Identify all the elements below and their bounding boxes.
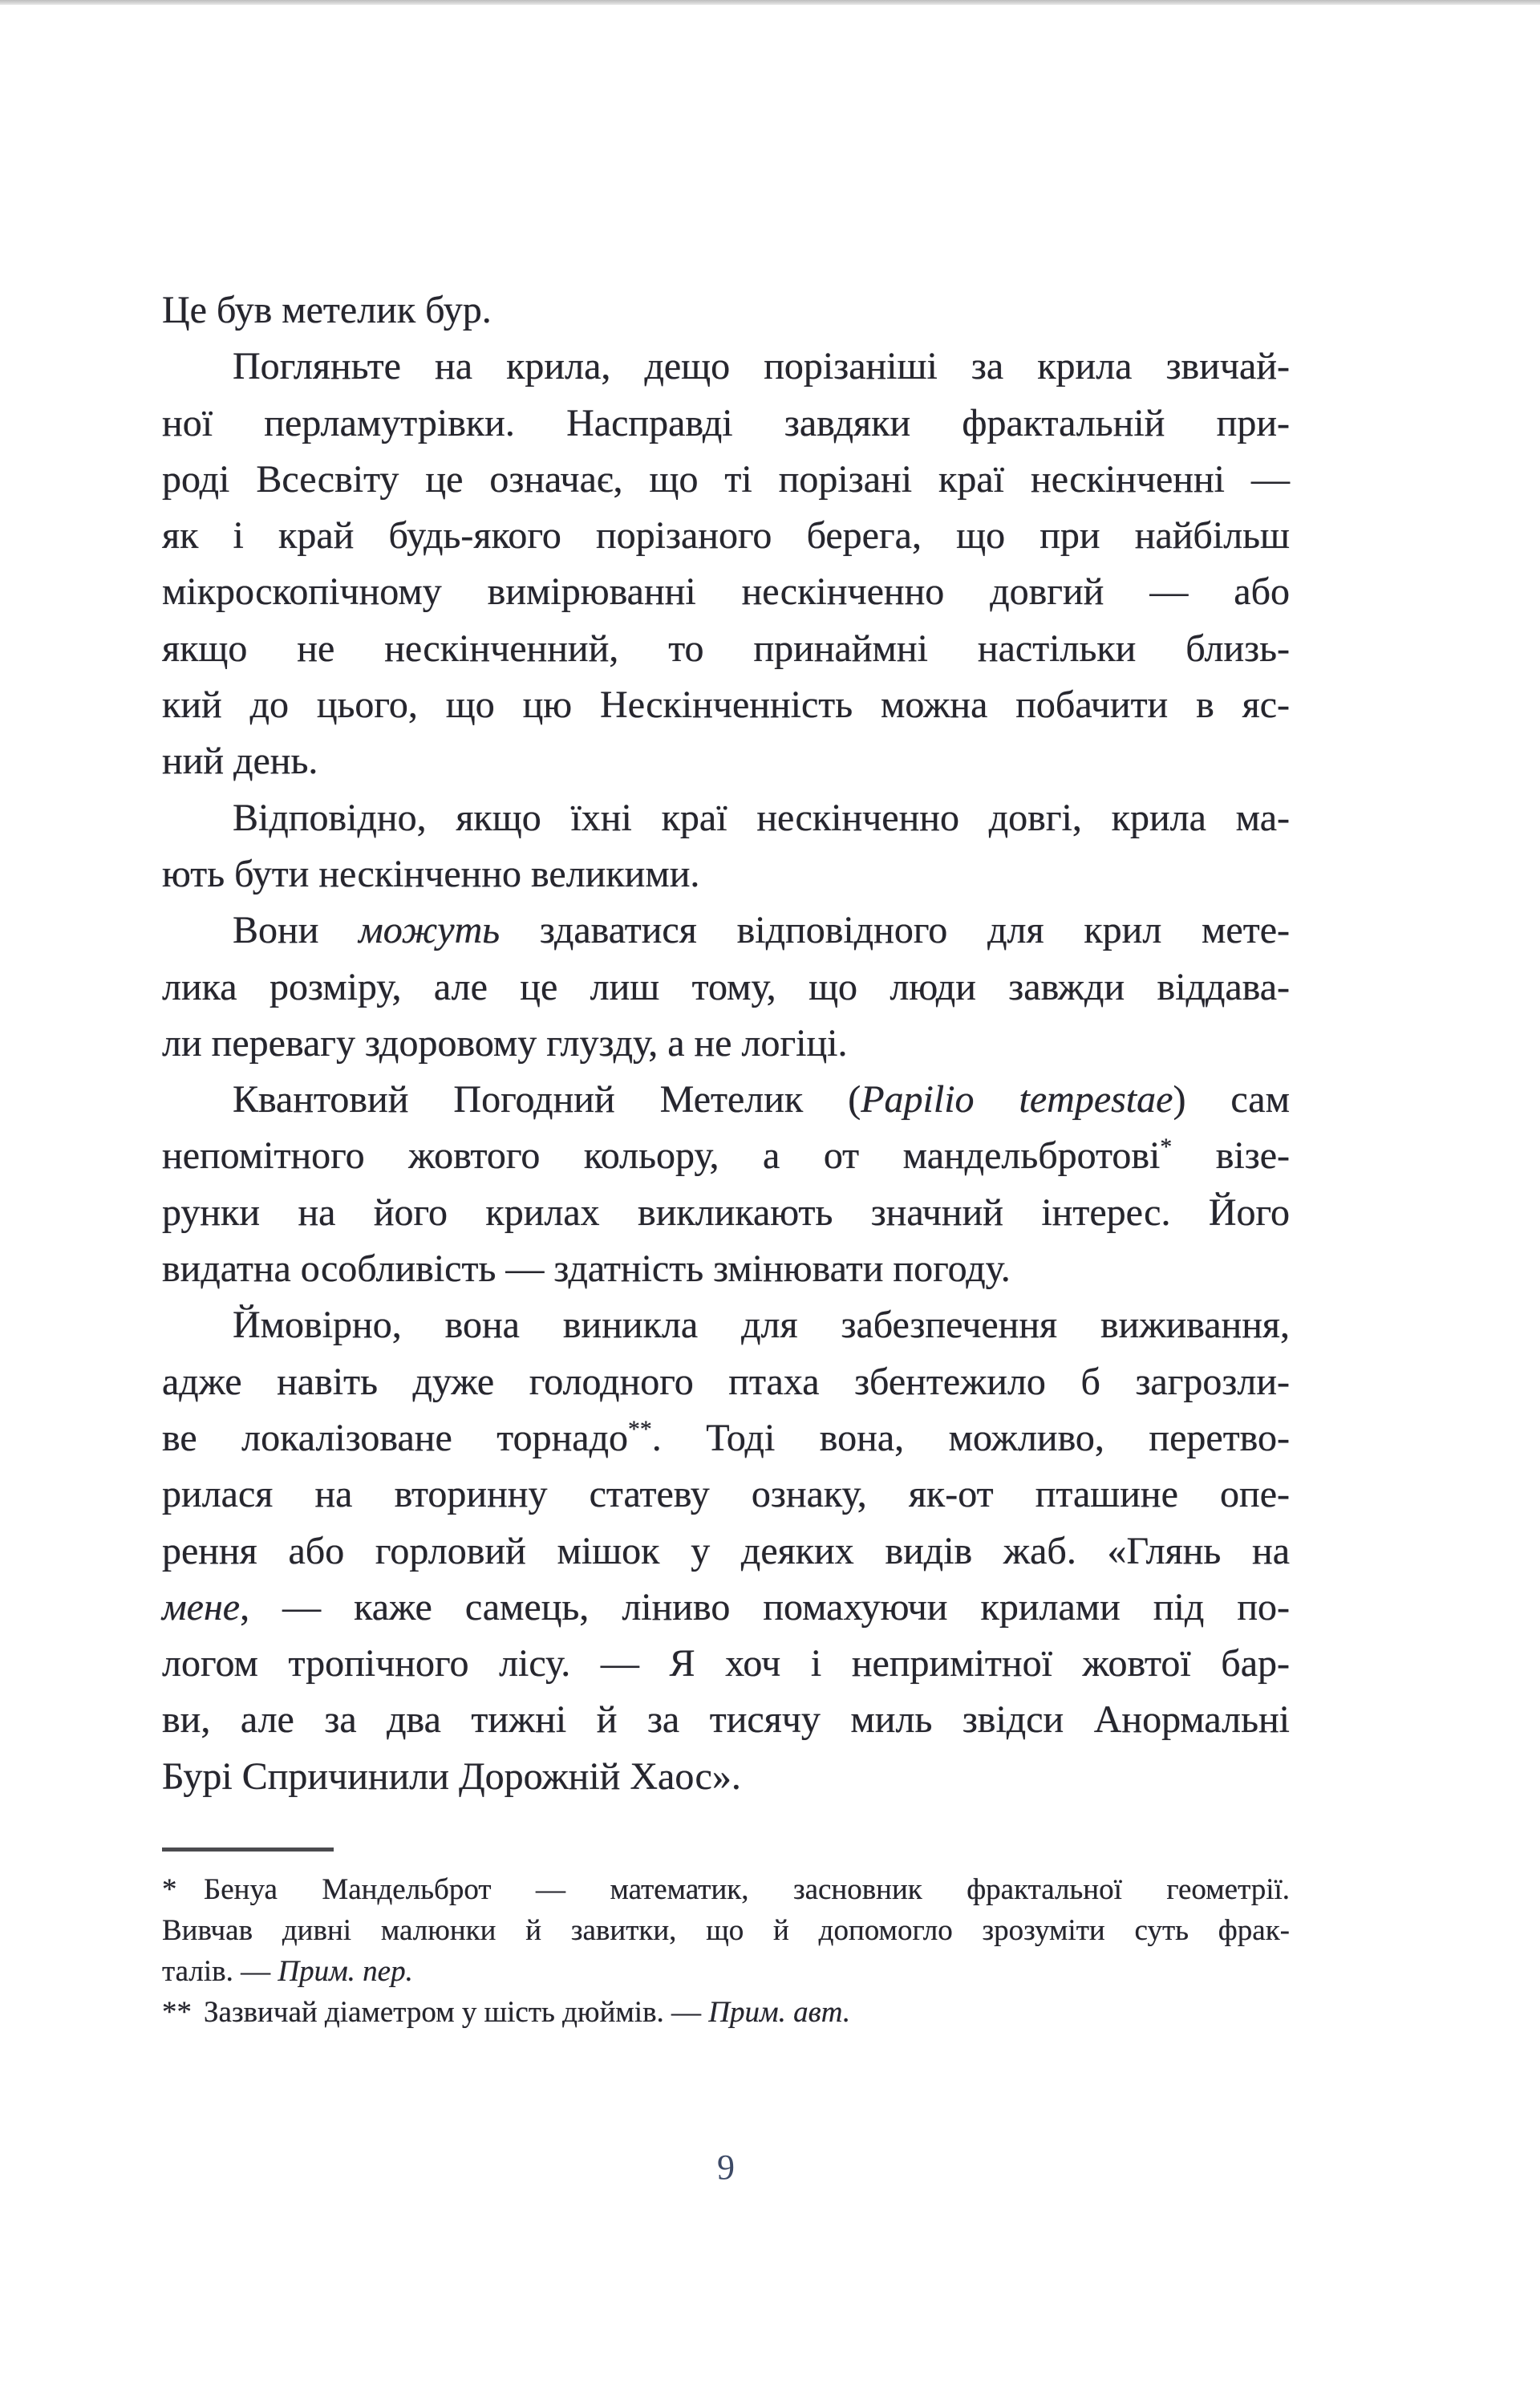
text-line [162,1354,1290,1410]
text-line [162,1636,1290,1692]
text-run: ної перламутрівки. Насправді завдяки фрактальній при- [162,401,1290,444]
text-run: рення або горловий мішок у деяких видів жаб. «Глянь на [162,1529,1290,1572]
text-run: рилася на вторинну статеву ознаку, як-от пташине опе- [162,1473,1290,1516]
text-line [162,282,1290,339]
italic-text-run: можуть [359,909,500,952]
text-line [162,1749,1290,1805]
text-line [162,1466,1290,1523]
text-line [162,902,1290,959]
text-run: адже навіть дуже голодного птаха збентежило б загрозли- [162,1360,1290,1403]
text-run: візе- [1172,1134,1291,1178]
text-run: Вони [233,909,359,952]
body-paragraph [162,1072,1290,1297]
text-line [162,1869,1290,1910]
text-line [162,339,1290,395]
text-run: мікроскопічному вимірюванні нескінченно довгий — або [162,570,1290,614]
text-run: непомітного жовтого кольору, а от мандельбротові [162,1134,1161,1178]
text-run: Відповідно, якщо їхні краї нескінченно довгі, крила ма- [233,796,1290,839]
text-line [162,1523,1290,1580]
footnote-reference-marker: ** [627,1415,652,1442]
text-line [162,677,1290,733]
text-run: Погляньте на крила, дещо порізаніші за крила звичай- [233,345,1290,388]
italic-text-run: Papilio tempestae [861,1078,1173,1121]
footnote-reference-marker: * [1160,1134,1173,1161]
text-line [162,1185,1290,1241]
text-run: кий до цього, що цю Нескінченність можна побачити в яс- [162,683,1290,727]
footnote-separator [162,1848,334,1852]
text-run: як і край будь-якого порізаного берега, що при найбільш [162,514,1290,558]
scan-top-edge [0,0,1540,5]
text-run: Бенуа Мандельброт — математик, засновник фрактальної геометрії. [204,1873,1290,1906]
text-run: логом тропічного лісу. — Я хоч і непримітної жовтої бар- [162,1642,1290,1685]
text-run: Бурі Спричинили Дорожній Хаос». [162,1754,741,1798]
text-line [162,846,1290,902]
text-run: роді Всесвіту це означає, що ті порізані краї нескінченні — [162,457,1290,501]
text-line [162,1128,1290,1184]
text-line [162,508,1290,564]
text-line [162,452,1290,508]
text-run: ний день. [162,740,318,783]
italic-text-run: Прим. пер. [278,1955,413,1988]
text-run: Квантовий Погодний Метелик ( [233,1078,861,1121]
text-line [162,621,1290,677]
text-line [162,1410,1290,1466]
text-run: . Тоді вона, можливо, перетво- [651,1416,1290,1459]
text-run: рунки на його крилах викликають значний інтерес. Його [162,1190,1290,1234]
body-paragraph [162,339,1290,789]
text-line [162,1992,1290,2033]
body-text-block [162,282,1290,1805]
text-run: талів. — [162,1955,278,1988]
text-run: видатна особливість — здатність змінювати погоду. [162,1247,1011,1291]
text-run: , — каже самець, ліниво помахуючи крилами під по- [240,1585,1290,1628]
text-run: Ймовірно, вона виникла для забезпечення виживання, [233,1304,1290,1347]
text-run: ли перевагу здоровому глузду, а не логіці. [162,1021,848,1065]
text-line [162,564,1290,620]
text-run: Це був метелик бур. [162,289,492,331]
text-run: ють бути нескінченно великими. [162,852,700,895]
text-run: якщо не нескінченний, то принаймні настільки близь- [162,627,1290,670]
footnotes-block [162,1869,1290,2033]
text-line [162,1072,1290,1128]
text-line [162,1692,1290,1748]
text-line [162,1016,1290,1072]
body-paragraph [162,902,1290,1072]
text-run: Вивчав дивні малюнки й завитки, що й допомогло зрозуміти суть фрак- [162,1914,1290,1947]
text-line [162,959,1290,1016]
text-line [162,733,1290,789]
body-paragraph [162,282,1290,339]
text-line [162,1580,1290,1636]
footnote-marker: ** [162,1996,192,2029]
text-line [162,1910,1290,1951]
text-line [162,1241,1290,1297]
text-run: ве локалізоване торнадо [162,1416,628,1459]
text-run: лика розміру, але це лиш тому, що люди завжди віддава- [162,965,1290,1008]
text-line [162,1951,1290,1992]
text-line [162,1297,1290,1353]
text-run: здаватися відповідного для крил мете- [500,909,1291,952]
text-run: ) сам [1173,1078,1290,1121]
footnote-marker: * [162,1873,177,1906]
text-run: Зазвичай діаметром у шість дюймів. — [204,1996,709,2029]
page-number: 9 [717,2148,735,2187]
footnote [162,1992,1290,2033]
footnote [162,1869,1290,1992]
text-line [162,790,1290,846]
italic-text-run: Прим. авт. [708,1996,851,2029]
body-paragraph [162,1297,1290,1805]
italic-text-run: мене [162,1585,241,1628]
text-line [162,395,1290,452]
body-paragraph [162,790,1290,903]
text-run: ви, але за два тижні й за тисячу миль звідси Анормальні [162,1698,1290,1742]
